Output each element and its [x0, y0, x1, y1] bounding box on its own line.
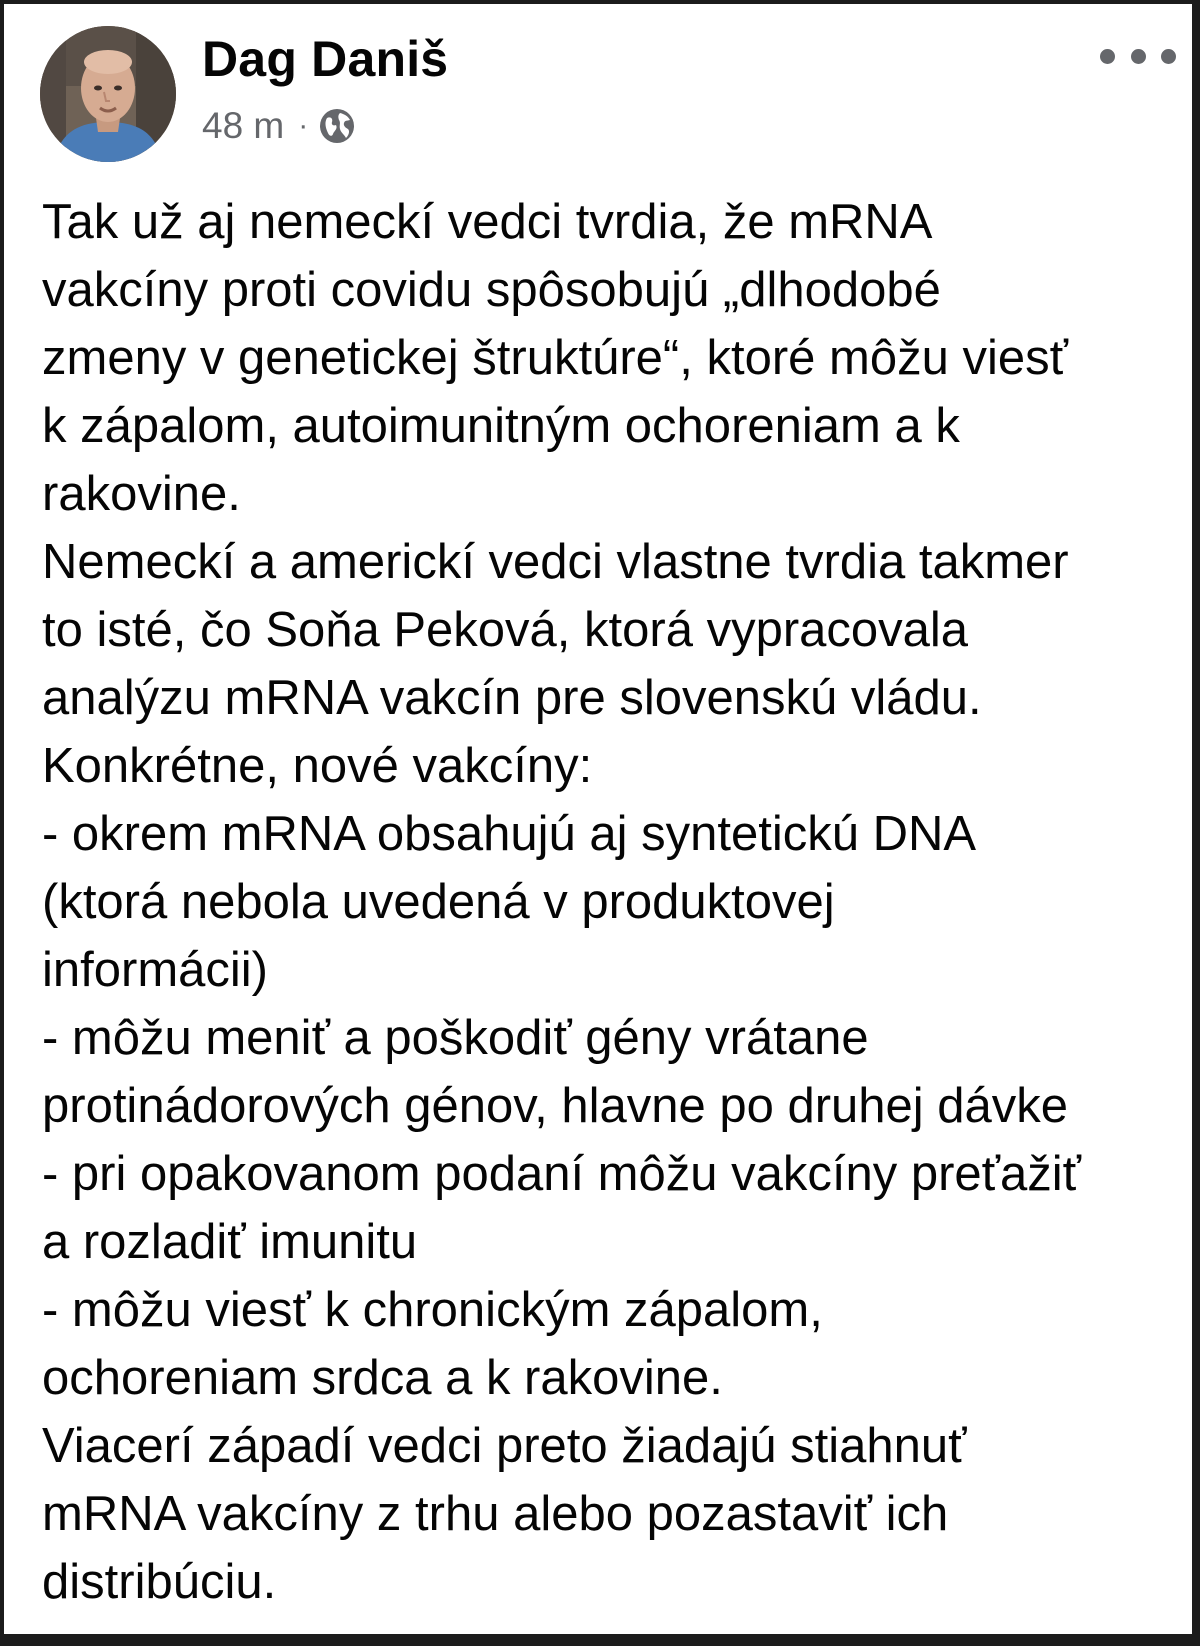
post-text-line: distribúciu. — [42, 1555, 277, 1609]
meta-separator: · — [298, 109, 309, 142]
post-text-line: analýzu mRNA vakcín pre slovenskú vládu. — [42, 671, 982, 725]
post-text-line: k zápalom, autoimunitným ochoreniam a k — [42, 399, 960, 453]
post-text-line: Konkrétne, nové vakcíny: — [42, 739, 593, 793]
post-text-line: ochoreniam srdca a k rakovine. — [42, 1351, 723, 1405]
post-text-line: informácii) — [42, 943, 268, 997]
post-text-line: protinádorových génov, hlavne po druhej dávke — [42, 1079, 1069, 1133]
post-text-line: - pri opakovanom podaní môžu vakcíny preťažiť — [42, 1147, 1082, 1201]
facebook-post — [4, 4, 1192, 1634]
post-text-line: mRNA vakcíny z trhu alebo pozastaviť ich — [42, 1487, 949, 1541]
more-dot — [1100, 49, 1115, 64]
post-text — [42, 188, 1192, 1616]
post-text-line: - okrem mRNA obsahujú aj syntetickú DNA — [42, 807, 977, 861]
post-text-line: - môžu meniť a poškodiť gény vrátane — [42, 1011, 869, 1065]
post-text-line: rakovine. — [42, 467, 241, 521]
avatar[interactable] — [40, 26, 176, 162]
more-dot — [1131, 49, 1146, 64]
post-text-line: vakcíny proti covidu spôsobujú „dlhodobé — [42, 263, 941, 317]
globe-icon[interactable] — [318, 107, 356, 145]
post-text-line: zmeny v genetickej štruktúre“, ktoré môžu viesť — [42, 331, 1068, 385]
author-name[interactable]: Dag Daniš — [202, 31, 449, 87]
post-text-line: a rozladiť imunitu — [42, 1215, 418, 1269]
post-text-line: Nemeckí a americkí vedci vlastne tvrdia takmer — [42, 535, 1069, 589]
post-text-line: Tak už aj nemeckí vedci tvrdia, že mRNA — [42, 195, 933, 249]
more-dot — [1161, 49, 1176, 64]
profile-photo — [40, 26, 176, 162]
timestamp[interactable]: 48 m — [202, 105, 285, 146]
post-text-line: Viacerí západí vedci preto žiadajú stiahnuť — [42, 1419, 967, 1473]
more-options-icon[interactable] — [1100, 38, 1176, 74]
post-text-line: - môžu viesť k chronickým zápalom, — [42, 1283, 823, 1337]
post-text-line: (ktorá nebola uvedená v produktovej — [42, 875, 835, 929]
post-text-line: to isté, čo Soňa Peková, ktorá vypracovala — [42, 603, 969, 657]
post-meta — [202, 104, 356, 148]
